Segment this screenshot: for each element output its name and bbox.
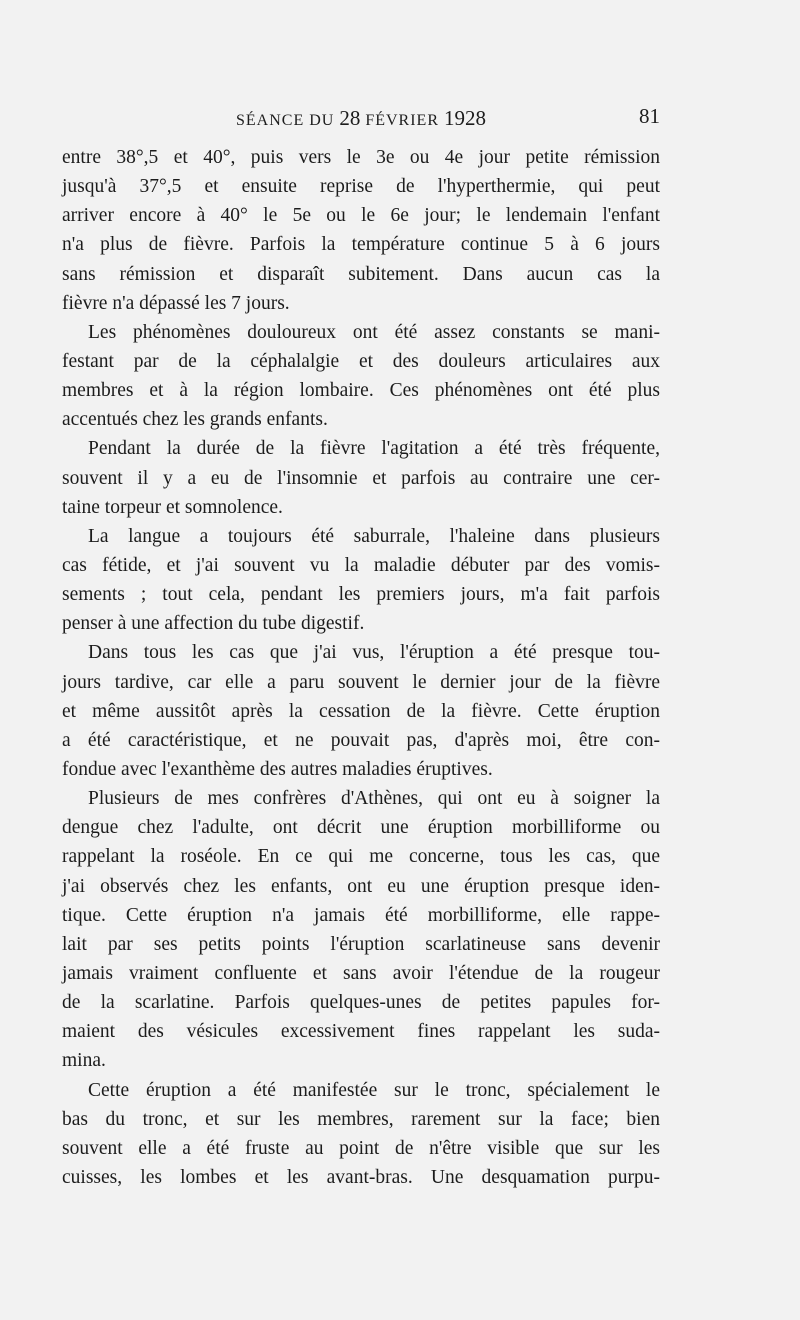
text-line: accentués chez les grands enfants.: [62, 409, 328, 431]
text-line: et même aussitôt après la cessation de la fièvre. Cette éruption: [62, 700, 660, 722]
page-number: 81: [639, 104, 660, 128]
text-line: fièvre n'a dépassé les 7 jours.: [62, 292, 290, 314]
title-prefix: SÉANCE DU: [235, 112, 335, 129]
text-line: jamais vraiment confluente et sans avoir l'étendue de la rougeur: [62, 962, 660, 984]
text-line: bas du tronc, et sur les membres, rarement sur la face; bien: [62, 1108, 660, 1130]
text-line: souvent elle a été fruste au point de n'être visible que sur les: [62, 1137, 660, 1159]
title-month: FÉVRIER: [365, 112, 439, 129]
text-line: La langue a toujours été saburrale, l'haleine dans plusieurs: [88, 525, 660, 547]
text-line: taine torpeur et somnolence.: [62, 496, 283, 518]
title-year: 1928: [444, 106, 486, 130]
text-line: arriver encore à 40° le 5e ou le 6e jour; le lendemain l'enfant: [62, 205, 660, 227]
text-line: Les phénomènes douloureux ont été assez constants se mani-: [88, 321, 660, 343]
text-line: fondue avec l'exanthème des autres maladies éruptives.: [62, 758, 493, 780]
text-line: Plusieurs de mes confrères d'Athènes, qui ont eu à soigner la: [88, 788, 660, 810]
text-line: n'a plus de fièvre. Parfois la température continue 5 à 6 jours: [62, 234, 660, 256]
text-line: lait par ses petits points l'éruption scarlatineuse sans devenir: [62, 933, 660, 955]
text-line: entre 38°,5 et 40°, puis vers le 3e ou 4e jour petite rémission: [62, 147, 660, 168]
text-line: Dans tous les cas que j'ai vus, l'éruption a été presque tou-: [88, 642, 660, 664]
text-line: mina.: [62, 1050, 106, 1072]
text-line: penser à une affection du tube digestif.: [62, 613, 365, 635]
text-line: jusqu'à 37°,5 et ensuite reprise de l'hyperthermie, qui peut: [62, 176, 660, 198]
text-line: a été caractéristique, et ne pouvait pas, d'après moi, être con-: [62, 729, 660, 751]
text-line: jours tardive, car elle a paru souvent le dernier jour de la fièvre: [62, 671, 660, 693]
text-line: cuisses, les lombes et les avant-bras. Une desquamation purpu-: [62, 1166, 660, 1188]
text-line: tique. Cette éruption n'a jamais été morbilliforme, elle rappe-: [62, 904, 660, 926]
title-day: 28: [339, 106, 361, 130]
text-line: dengue chez l'adulte, ont décrit une éruption morbilliforme ou: [62, 817, 660, 839]
running-title: [62, 106, 660, 131]
text-line: cas fétide, et j'ai souvent vu la maladie débuter par des vomis-: [62, 554, 660, 576]
running-head: [62, 100, 660, 130]
text-line: j'ai observés chez les enfants, ont eu une éruption presque iden-: [62, 875, 660, 897]
body-text: [62, 143, 660, 1192]
text-line: festant par de la céphalalgie et des douleurs articulaires aux: [62, 350, 660, 372]
text-line: membres et à la région lombaire. Ces phénomènes ont été plus: [62, 380, 660, 402]
text-line: maient des vésicules excessivement fines rappelant les suda-: [62, 1021, 660, 1043]
text-line: souvent il y a eu de l'insomnie et parfois au contraire une cer-: [62, 467, 660, 489]
text-line: sements ; tout cela, pendant les premiers jours, m'a fait parfois: [62, 584, 660, 606]
text-line: rappelant la roséole. En ce qui me concerne, tous les cas, que: [62, 846, 660, 868]
text-line: Cette éruption a été manifestée sur le tronc, spécialement le: [88, 1079, 660, 1101]
text-line: sans rémission et disparaît subitement. Dans aucun cas la: [62, 263, 660, 285]
text-line: Pendant la durée de la fièvre l'agitation a été très fréquente,: [88, 438, 660, 460]
text-line: de la scarlatine. Parfois quelques-unes de petites papules for-: [62, 992, 660, 1014]
